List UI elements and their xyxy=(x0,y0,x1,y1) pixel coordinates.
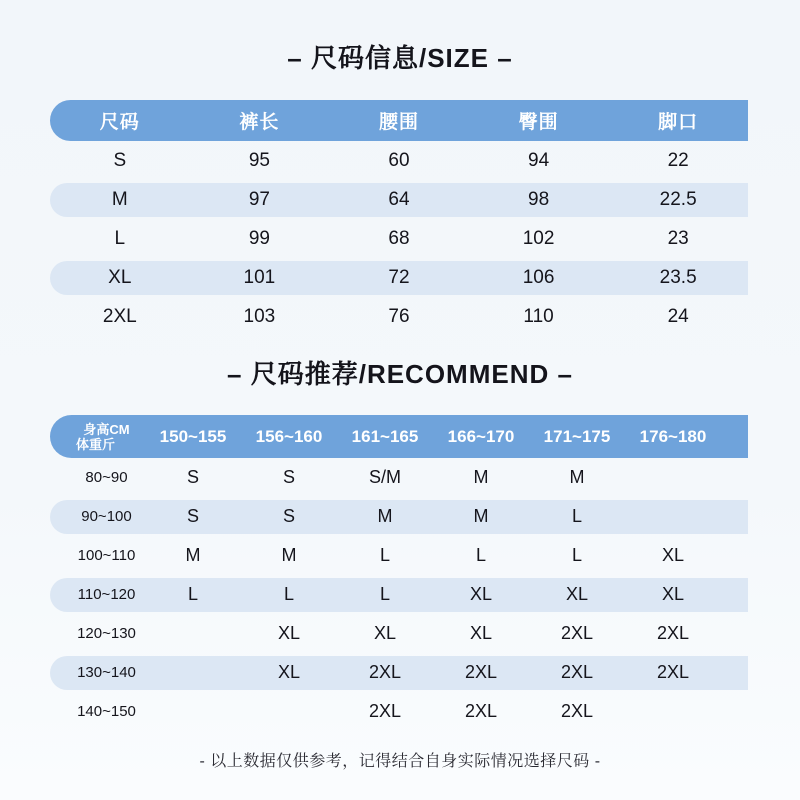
height-range-header-cell: 161~165 xyxy=(351,426,419,446)
size-info-header-cell: 裤长 xyxy=(239,112,280,133)
size-info-cell: 95 xyxy=(248,149,270,171)
recommend-size-cell: XL xyxy=(277,623,301,643)
size-info-cell: 103 xyxy=(243,305,276,327)
recommend-header-row xyxy=(50,415,748,458)
recommend-size-cell: XL xyxy=(469,584,493,604)
recommend-size-cell: XL xyxy=(661,545,685,565)
size-recommend-table xyxy=(50,415,748,731)
size-info-header-cell: 臀围 xyxy=(518,112,559,133)
recommend-size-cell: XL xyxy=(661,584,685,604)
weight-range-cell: 140~150 xyxy=(77,703,136,720)
size-info-cell: 76 xyxy=(388,305,410,327)
size-info-header-row xyxy=(50,100,748,141)
size-info-cell: 94 xyxy=(528,149,550,171)
height-range-header-cell: 166~170 xyxy=(447,426,515,446)
recommend-size-cell: L xyxy=(379,545,390,565)
size-info-row xyxy=(50,297,748,336)
size-info-cell: 97 xyxy=(248,188,270,210)
size-info-cell: 22 xyxy=(667,149,689,171)
size-info-cell: 64 xyxy=(388,188,410,210)
recommend-size-cell: M xyxy=(185,545,201,565)
height-range-header-cell: 176~180 xyxy=(639,426,707,446)
recommend-size-cell: M xyxy=(473,467,489,487)
size-info-cell: 72 xyxy=(388,266,410,288)
recommend-size-cell: XL xyxy=(469,623,493,643)
recommend-row xyxy=(50,614,748,653)
size-info-cell: 99 xyxy=(248,227,270,249)
recommend-size-cell: L xyxy=(283,584,294,604)
size-info-cell: 2XL xyxy=(102,305,137,327)
recommend-size-cell: S/M xyxy=(368,467,401,487)
size-info-cell: 23.5 xyxy=(659,266,697,288)
recommend-size-cell: L xyxy=(571,545,582,565)
weight-range-cell: 120~130 xyxy=(77,625,136,642)
recommend-size-cell: 2XL xyxy=(656,662,690,682)
recommend-size-cell: S xyxy=(186,467,199,487)
height-range-header-cell: 156~160 xyxy=(255,426,323,446)
recommend-size-cell: XL xyxy=(373,623,397,643)
recommend-size-cell: S xyxy=(282,467,295,487)
recommend-row xyxy=(50,692,748,731)
recommend-row xyxy=(50,458,748,497)
height-unit-label: 身高CM xyxy=(83,421,130,437)
size-info-row xyxy=(50,219,748,258)
size-info-cell: 22.5 xyxy=(659,188,697,210)
recommend-size-cell: 2XL xyxy=(656,623,690,643)
recommend-size-cell: M xyxy=(473,506,489,526)
size-info-cell: 60 xyxy=(388,149,410,171)
size-info-title: – 尺码信息/SIZE – xyxy=(287,43,513,73)
recommend-row xyxy=(50,536,748,575)
size-info-cell: 101 xyxy=(243,266,276,288)
recommend-size-cell: L xyxy=(475,545,486,565)
size-recommend-title: – 尺码推荐/RECOMMEND – xyxy=(227,359,573,389)
recommend-size-cell: M xyxy=(569,467,585,487)
weight-range-cell: 110~120 xyxy=(77,586,136,603)
size-info-header-cell: 脚口 xyxy=(658,112,699,133)
recommend-size-cell: L xyxy=(187,584,198,604)
recommend-size-cell: S xyxy=(282,506,295,526)
size-info-cell: 68 xyxy=(388,227,410,249)
size-info-cell: L xyxy=(114,227,126,249)
recommend-row xyxy=(50,656,748,690)
recommend-size-cell: 2XL xyxy=(464,662,498,682)
recommend-row xyxy=(50,578,748,612)
recommend-size-cell: XL xyxy=(565,584,589,604)
recommend-size-cell: M xyxy=(281,545,297,565)
recommend-size-cell: 2XL xyxy=(368,662,402,682)
size-info-row xyxy=(50,261,748,295)
size-info-cell: S xyxy=(113,149,127,171)
recommend-size-cell: 2XL xyxy=(368,701,402,721)
size-info-cell: 24 xyxy=(667,305,689,327)
recommend-size-cell: 2XL xyxy=(560,623,594,643)
weight-range-cell: 80~90 xyxy=(85,469,128,486)
size-info-cell: 102 xyxy=(522,227,555,249)
size-info-cell: 110 xyxy=(523,305,554,327)
recommend-size-cell: 2XL xyxy=(560,662,594,682)
size-info-header-cell: 腰围 xyxy=(378,112,419,133)
recommend-size-cell: 2XL xyxy=(560,701,594,721)
size-info-cell: 98 xyxy=(528,188,550,210)
recommend-row xyxy=(50,500,748,534)
size-info-cell: M xyxy=(111,188,128,210)
weight-range-cell: 130~140 xyxy=(77,664,136,681)
recommend-size-cell: XL xyxy=(277,662,301,682)
disclaimer-note: - 以上数据仅供参考，记得结合自身实际情况选择尺码 - xyxy=(199,753,601,770)
recommend-size-cell: L xyxy=(379,584,390,604)
size-info-row xyxy=(50,141,748,180)
recommend-size-cell: S xyxy=(186,506,199,526)
height-range-header-cell: 171~175 xyxy=(543,426,611,446)
weight-range-cell: 100~110 xyxy=(77,547,136,564)
size-info-cell: XL xyxy=(108,266,132,288)
size-info-cell: 23 xyxy=(667,227,689,249)
recommend-size-cell: M xyxy=(377,506,393,526)
height-range-header-cell: 150~155 xyxy=(159,426,227,446)
recommend-size-cell: 2XL xyxy=(464,701,498,721)
weight-unit-label: 体重斤 xyxy=(75,436,115,452)
recommend-size-cell: L xyxy=(571,506,582,526)
size-info-header-cell: 尺码 xyxy=(99,112,140,133)
size-info-row xyxy=(50,183,748,217)
weight-range-cell: 90~100 xyxy=(81,508,132,525)
corner-header-cell xyxy=(50,422,145,452)
size-info-cell: 106 xyxy=(522,266,555,288)
size-info-table xyxy=(50,100,748,336)
